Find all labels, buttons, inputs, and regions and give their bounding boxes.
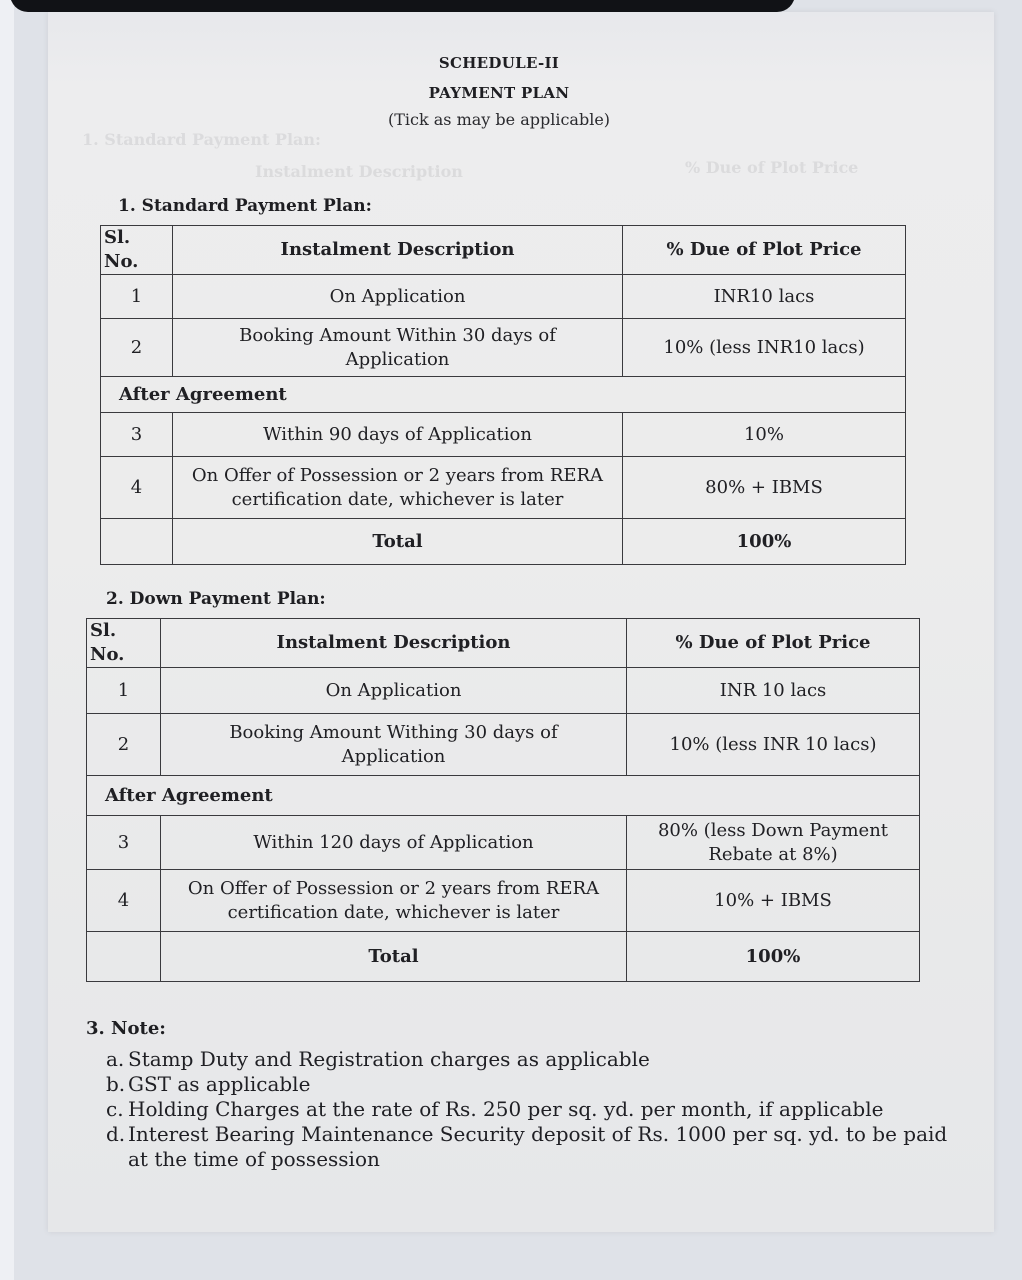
note-marker: a. bbox=[106, 1047, 125, 1071]
note-item bbox=[106, 1097, 956, 1122]
total-row bbox=[101, 519, 906, 565]
cell-due: 10% (less INR 10 lacs) bbox=[627, 714, 920, 776]
table-row bbox=[87, 816, 920, 870]
cell-due: INR10 lacs bbox=[623, 275, 906, 319]
cell-description: Within 90 days of Application bbox=[173, 413, 623, 457]
cell-due: 10% (less INR10 lacs) bbox=[623, 319, 906, 377]
device-edge bbox=[10, 0, 795, 12]
table-row bbox=[87, 668, 920, 714]
cell-due: 10% + IBMS bbox=[627, 870, 920, 932]
note-text: Stamp Duty and Registration charges as applicable bbox=[128, 1047, 650, 1071]
schedule-title: SCHEDULE-II bbox=[438, 54, 560, 72]
cell-due: 10% bbox=[623, 413, 906, 457]
table-row bbox=[101, 457, 906, 519]
table-header-row bbox=[101, 226, 906, 275]
note-marker: d. bbox=[106, 1122, 126, 1146]
note-item bbox=[106, 1047, 956, 1072]
background-strip bbox=[0, 0, 14, 1280]
total-label: Total bbox=[161, 932, 627, 982]
cell-description: On Offer of Possession or 2 years from RERA certification date, whichever is later bbox=[161, 870, 627, 932]
cell-description: Within 120 days of Application bbox=[161, 816, 627, 870]
note-marker: c. bbox=[106, 1097, 124, 1121]
standard-plan-heading: 1. Standard Payment Plan: bbox=[118, 196, 372, 216]
cell-due: INR 10 lacs bbox=[627, 668, 920, 714]
cell-sl-no: 3 bbox=[101, 413, 173, 457]
group-label-after-agreement: After Agreement bbox=[87, 776, 920, 816]
plan-subtitle: (Tick as may be applicable) bbox=[387, 110, 611, 129]
table-row bbox=[87, 714, 920, 776]
notes-heading: 3. Note: bbox=[86, 1018, 166, 1039]
cell-due: 80% (less Down Payment Rebate at 8%) bbox=[627, 816, 920, 870]
table-row bbox=[87, 870, 920, 932]
cell-sl-no: 3 bbox=[87, 816, 161, 870]
plan-title: PAYMENT PLAN bbox=[428, 84, 570, 102]
down-payment-plan-heading: 2. Down Payment Plan: bbox=[106, 589, 326, 609]
cell-sl-no: 4 bbox=[87, 870, 161, 932]
table-row bbox=[101, 413, 906, 457]
cell-description: On Application bbox=[161, 668, 627, 714]
total-value: 100% bbox=[623, 519, 906, 565]
cell-description: Booking Amount Within 30 days of Application bbox=[173, 319, 623, 377]
note-marker: b. bbox=[106, 1072, 126, 1096]
cell-empty bbox=[101, 519, 173, 565]
cell-sl-no: 1 bbox=[87, 668, 161, 714]
group-label-after-agreement: After Agreement bbox=[101, 377, 906, 413]
table-header-row bbox=[87, 619, 920, 668]
column-header-description: Instalment Description bbox=[161, 619, 627, 668]
down-payment-plan-table bbox=[86, 618, 920, 982]
standard-plan-table bbox=[100, 225, 906, 565]
total-value: 100% bbox=[627, 932, 920, 982]
cell-empty bbox=[87, 932, 161, 982]
cell-description: On Offer of Possession or 2 years from RERA certification date, whichever is later bbox=[173, 457, 623, 519]
column-header-sl-no: Sl. No. bbox=[101, 226, 173, 275]
column-header-sl-no: Sl. No. bbox=[87, 619, 161, 668]
column-header-due: % Due of Plot Price bbox=[623, 226, 906, 275]
group-row bbox=[87, 776, 920, 816]
cell-sl-no: 4 bbox=[101, 457, 173, 519]
cell-due: 80% + IBMS bbox=[623, 457, 906, 519]
total-label: Total bbox=[173, 519, 623, 565]
total-row bbox=[87, 932, 920, 982]
cell-description: Booking Amount Withing 30 days of Application bbox=[161, 714, 627, 776]
table-row bbox=[101, 319, 906, 377]
cell-sl-no: 2 bbox=[87, 714, 161, 776]
table-row bbox=[101, 275, 906, 319]
note-item bbox=[106, 1122, 956, 1172]
cell-description: On Application bbox=[173, 275, 623, 319]
cell-sl-no: 1 bbox=[101, 275, 173, 319]
column-header-due: % Due of Plot Price bbox=[627, 619, 920, 668]
group-row bbox=[101, 377, 906, 413]
cell-sl-no: 2 bbox=[101, 319, 173, 377]
column-header-description: Instalment Description bbox=[173, 226, 623, 275]
note-text: Interest Bearing Maintenance Security deposit of Rs. 1000 per sq. yd. to be paid at the time of possession bbox=[128, 1122, 948, 1171]
note-item bbox=[106, 1072, 956, 1097]
notes-list bbox=[106, 1047, 956, 1172]
note-text: Holding Charges at the rate of Rs. 250 per sq. yd. per month, if applicable bbox=[128, 1097, 884, 1121]
note-text: GST as applicable bbox=[128, 1072, 311, 1096]
